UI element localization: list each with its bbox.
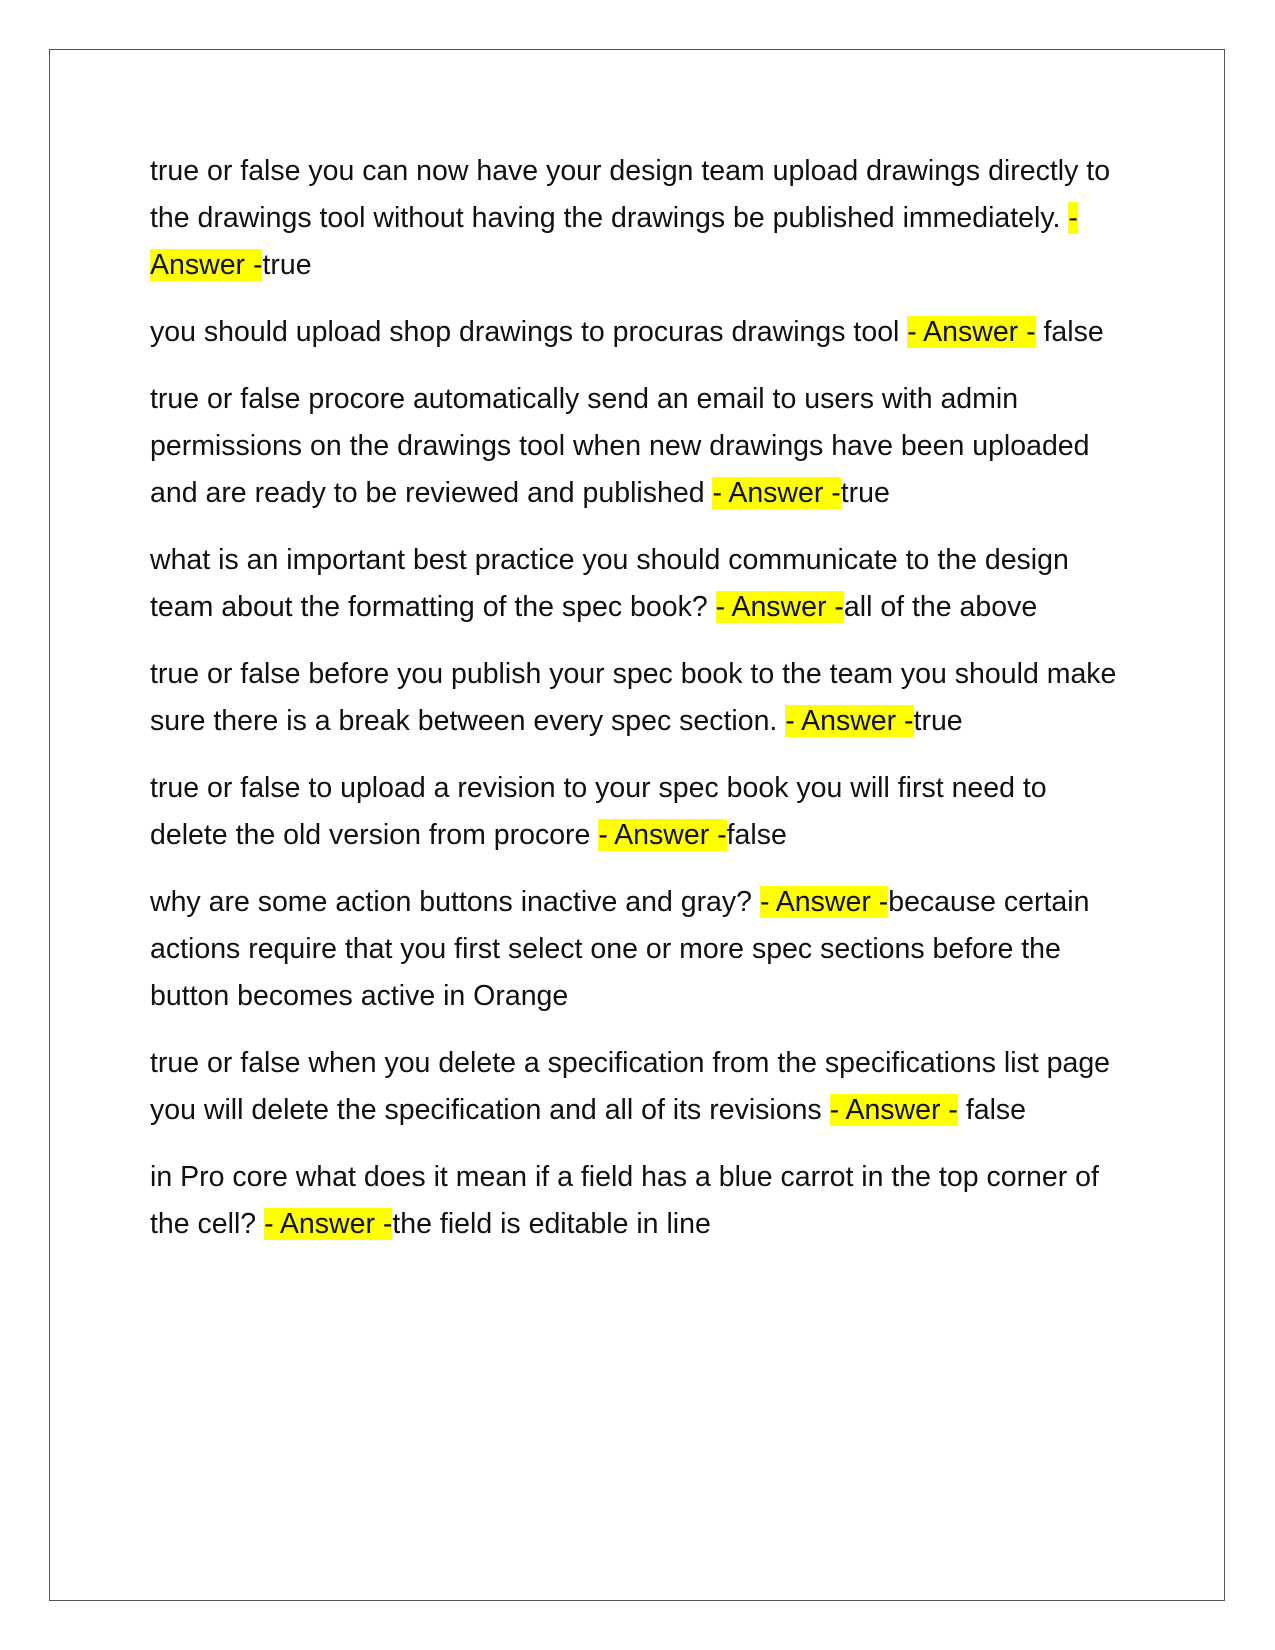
answer-text: true	[840, 477, 890, 509]
question-text: why are some action buttons inactive and gray?	[150, 886, 760, 918]
answer-marker: - Answer -	[907, 316, 1036, 348]
qa-item	[150, 1154, 1130, 1248]
question-text: you should upload shop drawings to procuras drawings tool	[150, 316, 908, 348]
answer-marker: - Answer -	[598, 819, 727, 851]
answer-marker: - Answer -	[150, 202, 1078, 281]
answer-text: false	[965, 1094, 1027, 1126]
answer-marker: - Answer -	[785, 705, 914, 737]
answer-marker: - Answer -	[712, 477, 841, 509]
answer-text: the field is editable in line	[392, 1208, 711, 1240]
qa-item	[150, 765, 1130, 859]
qa-item	[150, 651, 1130, 745]
qa-item	[150, 148, 1130, 289]
answer-text: false	[1043, 316, 1104, 348]
answer-text: all of the above	[843, 591, 1038, 623]
question-text: true or false procore automatically send an email to users with admin permissions on the drawings tool when new drawings have been uploaded and are ready to be reviewed and published	[150, 383, 1090, 509]
answer-text: false	[726, 819, 787, 851]
question-text: true or false you can now have your design team upload drawings directly to the drawings tool without having the drawings be published immediately.	[150, 155, 1111, 234]
answer-text: because certain actions require that you first select one or more spec sections before the button becomes active in Orange	[150, 886, 1090, 1012]
qa-item	[150, 537, 1130, 631]
answer-text: true	[262, 249, 312, 281]
question-text: what is an important best practice you should communicate to the design team about the formatting of the spec book?	[150, 544, 1069, 623]
question-text: true or false before you publish your spec book to the team you should make sure there is a break between every spec section.	[150, 658, 1117, 737]
qa-item	[150, 376, 1130, 517]
answer-text: true	[913, 705, 963, 737]
answer-marker: - Answer -	[829, 1094, 958, 1126]
question-text: true or false when you delete a specification from the specifications list page you will delete the specification and all of its revisions	[150, 1047, 1111, 1126]
answer-marker: - Answer -	[264, 1208, 393, 1240]
question-text: in Pro core what does it mean if a field has a blue carrot in the top corner of the cell?	[150, 1161, 1099, 1240]
answer-marker: - Answer -	[715, 591, 844, 623]
qa-item	[150, 879, 1130, 1020]
qa-item	[150, 309, 1130, 356]
qa-item	[150, 1040, 1130, 1134]
answer-marker: - Answer -	[759, 886, 889, 918]
qa-list	[150, 148, 1130, 1268]
question-text: true or false to upload a revision to your spec book you will first need to delete the old version from procore	[150, 772, 1047, 851]
